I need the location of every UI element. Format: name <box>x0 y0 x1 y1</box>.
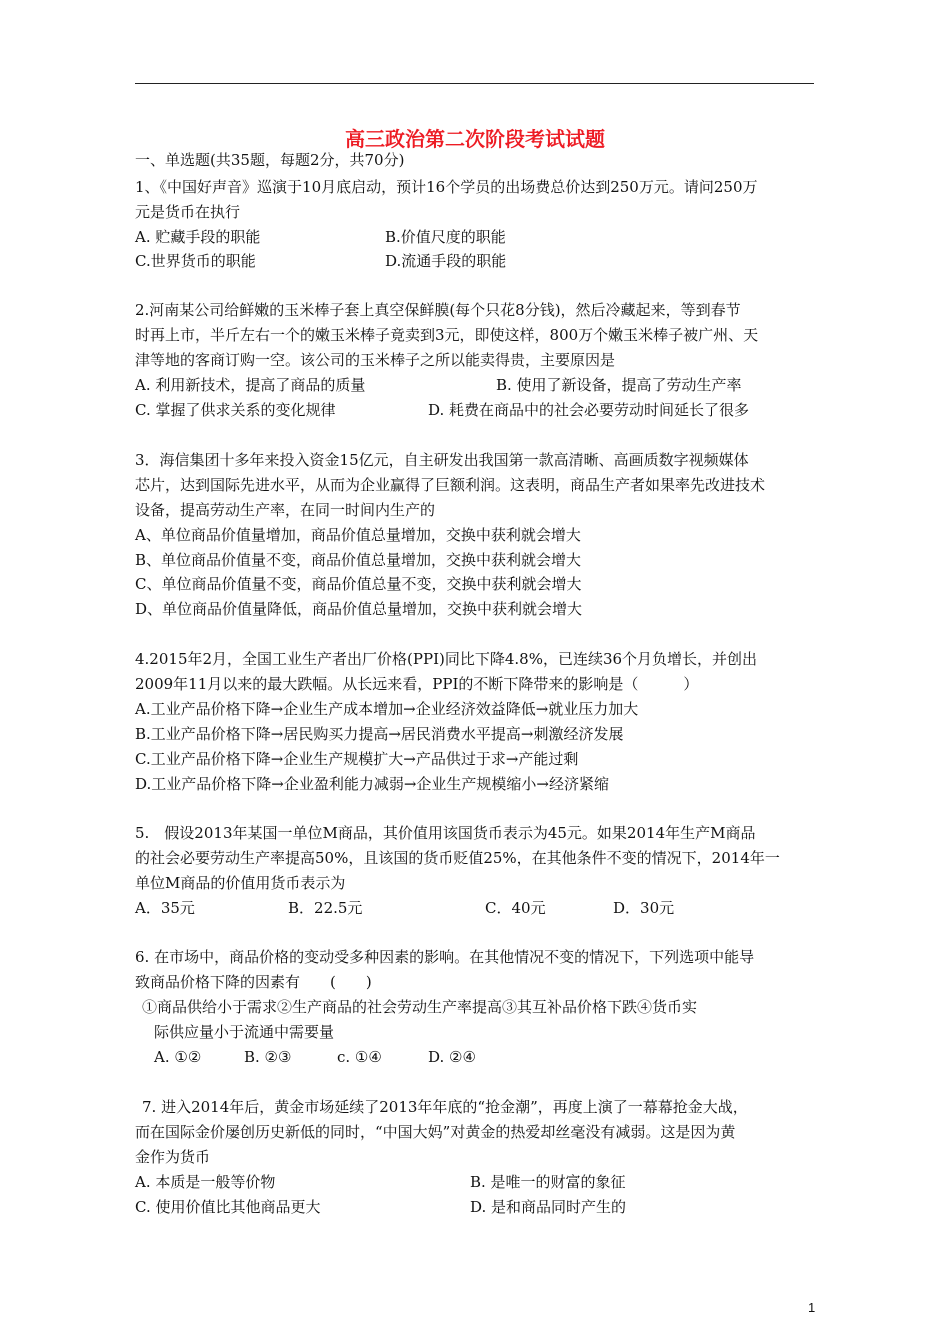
q4-option-a: A.工业产品价格下降→企业生产成本增加→企业经济效益降低→就业压力加大 <box>135 700 639 718</box>
q1-option-c: C.世界货币的职能 <box>135 252 256 270</box>
page-title: 高三政治第二次阶段考试试题 <box>345 127 605 151</box>
q4-option-d: D.工业产品价格下降→企业盈利能力减弱→企业生产规模缩小→经济紧缩 <box>135 775 609 793</box>
q6-option-c: c. ①④ <box>337 1048 382 1066</box>
q4-stem-line: 4.2015年2月，全国工业生产者出厂价格(PPI)同比下降4.8%，已连续36个月负增长，并创出 <box>135 650 758 668</box>
q3-stem-line: 设备，提高劳动生产率，在同一时间内生产的 <box>135 501 436 519</box>
q5-option-b: B．22.5元 <box>288 899 363 917</box>
section-heading: 一、单选题(共35题，每题2分，共70分) <box>135 151 405 169</box>
q3-option-a: A、单位商品价值量增加，商品价值总量增加，交换中获利就会增大 <box>135 526 581 544</box>
q3-option-d: D、单位商品价值量降低，商品价值总量增加，交换中获利就会增大 <box>135 600 583 618</box>
q5-stem-line: 5. 假设2013年某国一单位M商品，其价值用该国货币表示为45元。如果2014年生产M商品 <box>135 824 756 842</box>
q1-option-b: B.价值尺度的职能 <box>385 228 506 246</box>
q6-item-line: 际供应量小于流通中需要量 <box>154 1023 335 1041</box>
q5-option-a: A．35元 <box>135 899 195 917</box>
q7-option-b: B. 是唯一的财富的象征 <box>470 1173 626 1191</box>
q7-option-c: C. 使用价值比其他商品更大 <box>135 1198 321 1216</box>
page-number: 1 <box>808 1300 816 1315</box>
q1-option-a: A. 贮藏手段的职能 <box>135 228 261 246</box>
q6-item-line: ①商品供给小于需求②生产商品的社会劳动生产率提高③其互补品价格下跌④货币实 <box>142 998 698 1016</box>
q3-stem-line: 3．海信集团十多年来投入资金15亿元，自主研发出我国第一款高清晰、高画质数字视频媒体 <box>135 451 749 469</box>
q3-option-c: C、单位商品价值量不变，商品价值总量不变，交换中获利就会增大 <box>135 575 582 593</box>
q4-stem-line: 2009年11月以来的最大跌幅。从长远来看，PPI的不断下降带来的影响是（ ） <box>135 675 699 693</box>
q6-option-a: A. ①② <box>154 1048 202 1066</box>
q1-stem-line: 元是货币在执行 <box>135 203 241 221</box>
q4-option-b: B.工业产品价格下降→居民购买力提高→居民消费水平提高→刺激经济发展 <box>135 725 624 743</box>
q1-stem-line: 1、《中国好声音》巡演于10月底启动，预计16个学员的出场费总价达到250万元。请问250万 <box>135 178 758 196</box>
q3-option-b: B、单位商品价值量不变，商品价值总量增加，交换中获利就会增大 <box>135 551 582 569</box>
q7-stem-line: 金作为货币 <box>135 1148 211 1166</box>
q2-option-b: B. 使用了新设备，提高了劳动生产率 <box>496 376 742 394</box>
header-rule <box>135 83 814 84</box>
q6-stem-line: 6. 在市场中，商品价格的变动受多种因素的影响。在其他情况不变的情况下，下列选项中能导 <box>135 948 755 966</box>
q2-option-a: A. 利用新技术，提高了商品的质量 <box>135 376 366 394</box>
q7-stem-line: 而在国际金价屡创历史新低的同时，“中国大妈”对黄金的热爱却丝毫没有减弱。这是因为黄 <box>135 1123 736 1141</box>
q2-stem-line: 时再上市，半斤左右一个的嫩玉米棒子竟卖到3元，即使这样，800万个嫩玉米棒子被广州、天 <box>135 326 759 344</box>
q5-stem-line: 的社会必要劳动生产率提高50%，且该国的货币贬值25%，在其他条件不变的情况下，2014年一 <box>135 849 780 867</box>
q4-option-c: C.工业产品价格下降→企业生产规模扩大→产品供过于求→产能过剩 <box>135 750 579 768</box>
q5-stem-line: 单位M商品的价值用货币表示为 <box>135 874 346 892</box>
q6-option-b: B. ②③ <box>244 1048 292 1066</box>
q5-option-d: D．30元 <box>613 899 675 917</box>
q3-stem-line: 芯片，达到国际先进水平，从而为企业赢得了巨额利润。这表明，商品生产者如果率先改进技术 <box>135 476 766 494</box>
q5-option-c: C．40元 <box>485 899 546 917</box>
q7-stem-line: 7. 进入2014年后，黄金市场延续了2013年年底的“抢金潮”，再度上演了一幕幕抢金大战， <box>142 1098 748 1116</box>
q7-option-a: A. 本质是一般等价物 <box>135 1173 276 1191</box>
q1-option-d: D.流通手段的职能 <box>385 252 507 270</box>
q6-option-d: D. ②④ <box>428 1048 476 1066</box>
q2-option-d: D. 耗费在商品中的社会必要劳动时间延长了很多 <box>428 401 750 419</box>
q7-option-d: D. 是和商品同时产生的 <box>470 1198 627 1216</box>
q2-stem-line: 2.河南某公司给鲜嫩的玉米棒子套上真空保鲜膜(每个只花8分钱)，然后冷藏起来，等到春节 <box>135 301 741 319</box>
q6-stem-line: 致商品价格下降的因素有 ( ) <box>135 973 372 991</box>
q2-option-c: C. 掌握了供求关系的变化规律 <box>135 401 336 419</box>
q2-stem-line: 津等地的客商订购一空。该公司的玉米棒子之所以能卖得贵，主要原因是 <box>135 351 616 369</box>
